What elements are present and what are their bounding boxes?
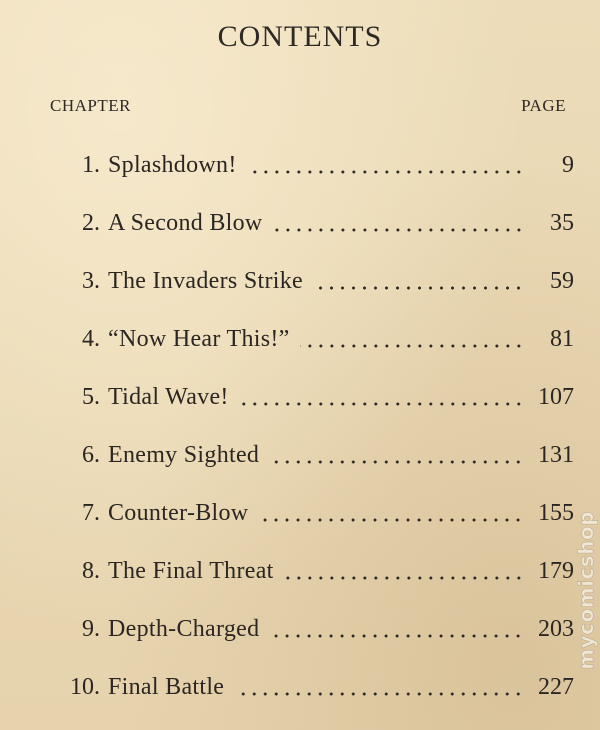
chapter-title: A Second Blow: [108, 209, 263, 236]
chapter-number: 6.: [82, 441, 100, 468]
table-of-contents: [54, 136, 574, 716]
page-number: 155: [538, 499, 574, 526]
page-number: 9: [562, 151, 574, 178]
dot-leader: [273, 228, 524, 232]
page-number: 227: [538, 673, 574, 700]
dot-leader: [239, 402, 524, 406]
chapter-number: 10.: [70, 673, 100, 700]
chapter-title: Final Battle: [108, 673, 225, 700]
chapter-title: The Final Threat: [108, 557, 274, 584]
page-title: CONTENTS: [217, 20, 383, 53]
chapter-number: 1.: [82, 151, 100, 178]
chapter-number: 5.: [82, 383, 100, 410]
chapter-number: 2.: [82, 209, 100, 236]
dot-leader: [269, 634, 524, 638]
dot-leader: [269, 460, 524, 464]
chapter-title: Splashdown!: [108, 151, 237, 178]
dot-leader: [258, 518, 524, 522]
chapter-title: Counter-Blow: [108, 499, 249, 526]
dot-leader: [313, 286, 524, 290]
chapter-title: “Now Hear This!”: [108, 325, 290, 352]
page-number: 131: [538, 441, 574, 468]
chapter-number: 3.: [82, 267, 100, 294]
page-number: 179: [538, 557, 574, 584]
page-column-header: PAGE: [521, 96, 566, 115]
toc-entry: [54, 194, 574, 252]
chapter-title: Depth-Charged: [108, 615, 260, 642]
dot-leader: [284, 576, 524, 580]
toc-entry: [54, 658, 574, 716]
dot-leader: [234, 692, 524, 696]
toc-entry: [54, 600, 574, 658]
toc-entry: [54, 542, 574, 600]
toc-entry: [54, 310, 574, 368]
chapter-column-header: CHAPTER: [50, 96, 131, 115]
toc-entry: [54, 136, 574, 194]
toc-entry: [54, 426, 574, 484]
chapter-title: The Invaders Strike: [108, 267, 303, 294]
page-number: 59: [550, 267, 574, 294]
page-number: 107: [538, 383, 574, 410]
chapter-number: 9.: [82, 615, 100, 642]
toc-entry: [54, 368, 574, 426]
chapter-number: 4.: [82, 325, 100, 352]
watermark: mycomicshop: [574, 511, 598, 670]
page-number: 35: [550, 209, 574, 236]
chapter-title: Enemy Sighted: [108, 441, 260, 468]
chapter-title: Tidal Wave!: [108, 383, 229, 410]
chapter-number: 7.: [82, 499, 100, 526]
dot-leader: [300, 344, 524, 348]
dot-leader: [247, 170, 524, 174]
toc-entry: [54, 484, 574, 542]
chapter-number: 8.: [82, 557, 100, 584]
toc-entry: [54, 252, 574, 310]
page-number: 203: [538, 615, 574, 642]
page-number: 81: [550, 325, 574, 352]
